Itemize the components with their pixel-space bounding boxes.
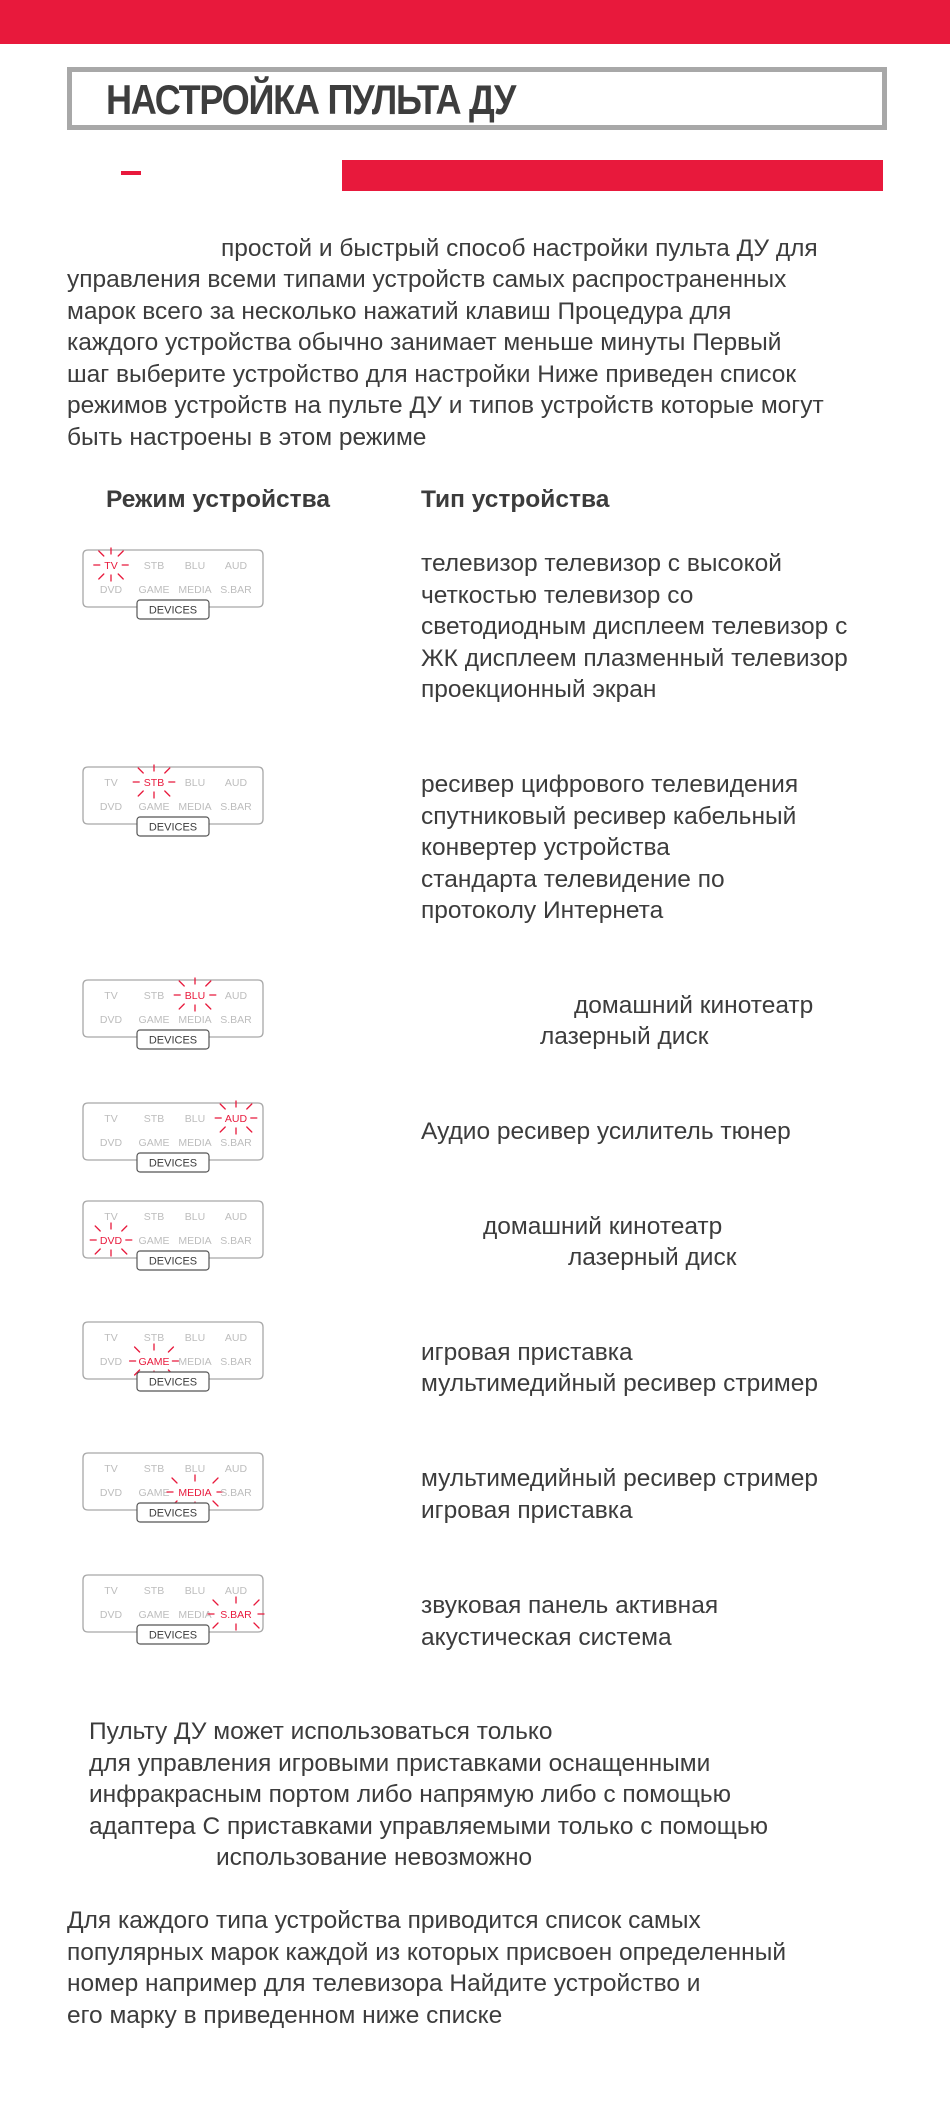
device-type-line: звуковая панель активная bbox=[421, 1592, 719, 1619]
remote-key-media: MEDIA bbox=[178, 1014, 212, 1026]
intro-line: режимов устройств на пульте ДУ и типов устройств которые могут bbox=[67, 392, 824, 419]
remote-key-game: GAME bbox=[138, 801, 170, 813]
page-title: НАСТРОЙКА ПУЛЬТА ДУ bbox=[106, 76, 516, 123]
device-type-line: конвертер устройства bbox=[421, 834, 670, 861]
remote-key-blu: BLU bbox=[184, 560, 206, 572]
remote-illustration-sbar bbox=[80, 1570, 266, 1664]
remote-key-sbar: S.BAR bbox=[220, 1014, 252, 1026]
devices-label: DEVICES bbox=[148, 1507, 198, 1520]
remote-key-aud: AUD bbox=[224, 1211, 248, 1223]
note-line: адаптера С приставками управляемыми только с помощью bbox=[89, 1813, 769, 1840]
brands-line: популярных марок каждой из которых присвоен определенный bbox=[67, 1939, 787, 1966]
remote-key-tv: TV bbox=[104, 560, 118, 572]
intro-line: каждого устройства обычно занимает меньше минуты Первый bbox=[67, 329, 782, 356]
remote-key-game: GAME bbox=[138, 1487, 170, 1499]
device-type-line: лазерный диск bbox=[540, 1023, 709, 1050]
remote-key-sbar: S.BAR bbox=[220, 1356, 252, 1368]
remote-key-media: MEDIA bbox=[178, 584, 212, 596]
remote-key-sbar: S.BAR bbox=[220, 801, 252, 813]
remote-key-sbar: S.BAR bbox=[220, 584, 252, 596]
devices-label: DEVICES bbox=[148, 1157, 198, 1170]
device-type-line: Аудио ресивер усилитель тюнер bbox=[421, 1118, 791, 1145]
remote-key-media: MEDIA bbox=[178, 1235, 212, 1247]
remote-key-stb: STB bbox=[143, 1113, 165, 1125]
remote-key-blu: BLU bbox=[184, 1211, 206, 1223]
remote-key-stb: STB bbox=[143, 1211, 165, 1223]
remote-svg bbox=[80, 545, 266, 639]
remote-key-stb: STB bbox=[143, 777, 165, 789]
remote-key-game: GAME bbox=[138, 1609, 170, 1621]
remote-key-aud: AUD bbox=[224, 990, 248, 1002]
remote-svg bbox=[80, 1317, 266, 1411]
remote-key-game: GAME bbox=[138, 1014, 170, 1026]
device-type-line: ЖК дисплеем плазменный телевизор bbox=[421, 645, 848, 672]
device-type-line: мультимедийный ресивер стример bbox=[421, 1370, 818, 1397]
brands-line: Для каждого типа устройства приводится список самых bbox=[67, 1907, 701, 1934]
remote-key-aud: AUD bbox=[224, 560, 248, 572]
remote-svg bbox=[80, 1448, 266, 1542]
device-type-line: стандарта телевидение по bbox=[421, 866, 725, 893]
intro-line: марок всего за несколько нажатий клавиш Процедура для bbox=[67, 298, 732, 325]
remote-key-media: MEDIA bbox=[178, 1356, 212, 1368]
red-dash-mark bbox=[121, 171, 141, 175]
remote-illustration-aud bbox=[80, 1098, 266, 1192]
device-type-line: домашний кинотеатр bbox=[574, 992, 814, 1019]
remote-key-stb: STB bbox=[143, 990, 165, 1002]
remote-key-media: MEDIA bbox=[178, 801, 212, 813]
remote-illustration-stb bbox=[80, 762, 266, 856]
remote-illustration-game bbox=[80, 1317, 266, 1411]
remote-key-media: MEDIA bbox=[178, 1487, 212, 1499]
remote-key-stb: STB bbox=[143, 560, 165, 572]
remote-key-sbar: S.BAR bbox=[220, 1609, 252, 1621]
remote-key-game: GAME bbox=[138, 1356, 170, 1368]
remote-key-dvd: DVD bbox=[99, 1014, 123, 1026]
remote-key-tv: TV bbox=[104, 1463, 118, 1475]
red-section-bar bbox=[342, 160, 883, 191]
device-type-line: домашний кинотеатр bbox=[483, 1213, 723, 1240]
brands-line: номер например для телевизора Найдите устройство и bbox=[67, 1970, 701, 1997]
title-box bbox=[67, 67, 887, 130]
note-line: инфракрасным портом либо напрямую либо с помощью bbox=[89, 1781, 732, 1808]
remote-key-dvd: DVD bbox=[99, 1356, 123, 1368]
device-type-line: проекционный экран bbox=[421, 676, 657, 703]
device-type-line: четкостью телевизор со bbox=[421, 582, 694, 609]
remote-svg bbox=[80, 762, 266, 856]
remote-key-dvd: DVD bbox=[99, 584, 123, 596]
remote-key-tv: TV bbox=[104, 777, 118, 789]
remote-key-game: GAME bbox=[138, 584, 170, 596]
intro-line: быть настроены в этом режиме bbox=[67, 424, 427, 451]
devices-label: DEVICES bbox=[148, 1376, 198, 1389]
intro-line: простой и быстрый способ настройки пульта ДУ для bbox=[221, 235, 818, 262]
top-red-band bbox=[0, 0, 950, 44]
remote-illustration-dvd bbox=[80, 1196, 266, 1290]
remote-key-dvd: DVD bbox=[99, 1235, 123, 1247]
remote-key-dvd: DVD bbox=[99, 1609, 123, 1621]
remote-illustration-media bbox=[80, 1448, 266, 1542]
remote-key-aud: AUD bbox=[224, 1585, 248, 1597]
remote-svg bbox=[80, 1570, 266, 1664]
remote-key-blu: BLU bbox=[184, 1463, 206, 1475]
remote-key-dvd: DVD bbox=[99, 1137, 123, 1149]
devices-label: DEVICES bbox=[148, 1255, 198, 1268]
remote-key-tv: TV bbox=[104, 1332, 118, 1344]
device-type-line: светодиодным дисплеем телевизор с bbox=[421, 613, 848, 640]
note-line: использование невозможно bbox=[216, 1844, 533, 1871]
devices-label: DEVICES bbox=[148, 1034, 198, 1047]
device-type-line: лазерный диск bbox=[568, 1244, 737, 1271]
brands-line: его марку в приведенном ниже списке bbox=[67, 2002, 503, 2029]
remote-key-aud: AUD bbox=[224, 777, 248, 789]
device-type-line: игровая приставка bbox=[421, 1497, 633, 1524]
remote-key-game: GAME bbox=[138, 1137, 170, 1149]
devices-label: DEVICES bbox=[148, 821, 198, 834]
remote-key-sbar: S.BAR bbox=[220, 1235, 252, 1247]
remote-key-dvd: DVD bbox=[99, 801, 123, 813]
remote-key-dvd: DVD bbox=[99, 1487, 123, 1499]
remote-key-blu: BLU bbox=[184, 990, 206, 1002]
intro-line: управления всеми типами устройств самых распространенных bbox=[67, 266, 787, 293]
remote-key-sbar: S.BAR bbox=[220, 1487, 252, 1499]
remote-svg bbox=[80, 1196, 266, 1290]
devices-label: DEVICES bbox=[148, 604, 198, 617]
device-type-line: телевизор телевизор с высокой bbox=[421, 550, 782, 577]
remote-key-tv: TV bbox=[104, 1113, 118, 1125]
column-header-type: Тип устройства bbox=[421, 486, 610, 513]
remote-key-blu: BLU bbox=[184, 1585, 206, 1597]
remote-illustration-blu bbox=[80, 975, 266, 1069]
remote-key-aud: AUD bbox=[224, 1463, 248, 1475]
device-type-line: протоколу Интернета bbox=[421, 897, 664, 924]
remote-key-blu: BLU bbox=[184, 1332, 206, 1344]
device-type-line: акустическая система bbox=[421, 1624, 672, 1651]
device-type-line: ресивер цифрового телевидения bbox=[421, 771, 799, 798]
remote-illustration-tv bbox=[80, 545, 266, 639]
remote-key-sbar: S.BAR bbox=[220, 1137, 252, 1149]
remote-svg bbox=[80, 1098, 266, 1192]
remote-key-media: MEDIA bbox=[178, 1137, 212, 1149]
note-line: для управления игровыми приставками оснащенными bbox=[89, 1750, 711, 1777]
note-line: Пульту ДУ может использоваться только bbox=[89, 1718, 553, 1745]
remote-key-tv: TV bbox=[104, 1585, 118, 1597]
remote-key-aud: AUD bbox=[224, 1113, 248, 1125]
remote-key-tv: TV bbox=[104, 1211, 118, 1223]
device-type-line: спутниковый ресивер кабельный bbox=[421, 803, 797, 830]
remote-svg bbox=[80, 975, 266, 1069]
remote-key-tv: TV bbox=[104, 990, 118, 1002]
remote-key-media: MEDIA bbox=[178, 1609, 212, 1621]
column-header-mode: Режим устройства bbox=[106, 486, 331, 513]
device-type-line: игровая приставка bbox=[421, 1339, 633, 1366]
devices-label: DEVICES bbox=[148, 1629, 198, 1642]
remote-key-blu: BLU bbox=[184, 777, 206, 789]
remote-key-aud: AUD bbox=[224, 1332, 248, 1344]
intro-line: шаг выберите устройство для настройки Ниже приведен список bbox=[67, 361, 797, 388]
remote-key-blu: BLU bbox=[184, 1113, 206, 1125]
remote-key-stb: STB bbox=[143, 1585, 165, 1597]
remote-key-game: GAME bbox=[138, 1235, 170, 1247]
remote-key-stb: STB bbox=[143, 1463, 165, 1475]
device-type-line: мультимедийный ресивер стример bbox=[421, 1465, 818, 1492]
remote-key-stb: STB bbox=[143, 1332, 165, 1344]
